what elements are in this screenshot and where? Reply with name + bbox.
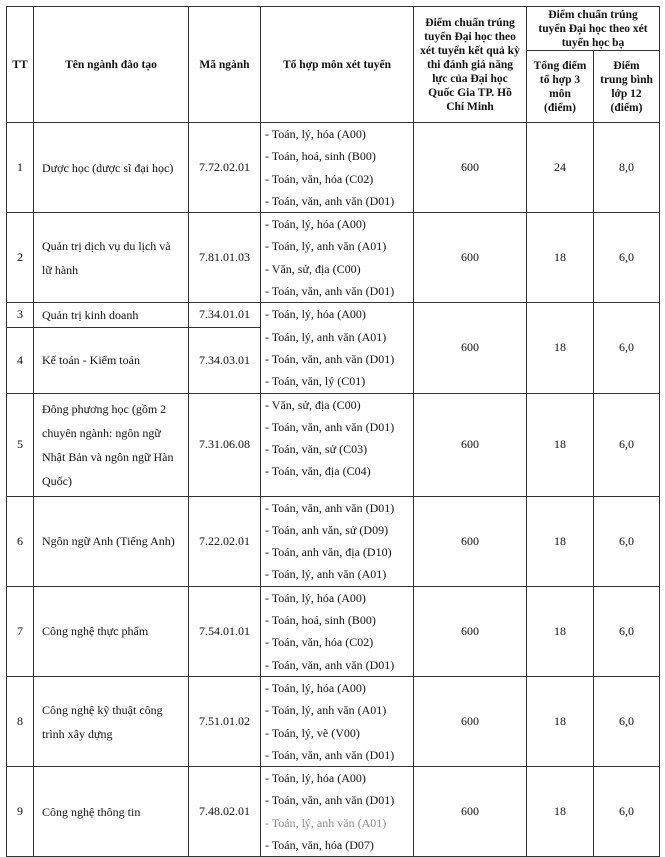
program-name: Công nghệ thực phẩm xyxy=(34,586,189,676)
dgnl-score: 600 xyxy=(414,496,527,586)
program-name: Kế toán - Kiểm toán xyxy=(34,327,189,393)
combo-item: - Toán, văn, anh văn (D01) xyxy=(265,419,395,434)
row-number: 4 xyxy=(7,327,34,393)
header-dgnl: Điểm chuẩn trúng tuyển Đại học theo xét tuyển kết quả kỳ thi đánh giá năng lực của Đại học Quốc Gia TP. Hồ Chí Minh xyxy=(414,7,527,123)
header-tong-diem: Tổng điểm tổ hợp 3 môn (điểm) xyxy=(527,51,594,123)
combo-item: - Toán, văn, anh văn (D01) xyxy=(265,351,395,366)
combo-item: - Toán, văn, hóa (D07) xyxy=(265,838,374,853)
combo-item: - Toán, anh văn, địa (D10) xyxy=(265,545,392,560)
combo-list xyxy=(261,676,414,766)
total-score: 18 xyxy=(527,676,594,766)
total-score: 18 xyxy=(527,767,594,857)
average-score: 6,0 xyxy=(594,213,660,303)
combo-item: - Toán, văn, hóa (C02) xyxy=(265,171,374,186)
total-score: 18 xyxy=(527,496,594,586)
combo-list xyxy=(261,767,414,857)
program-code: 7.51.01.02 xyxy=(189,676,261,766)
row-number: 6 xyxy=(7,496,34,586)
combo-item: - Toán, hoá, sinh (B00) xyxy=(265,149,376,164)
program-code: 7.34.01.01 xyxy=(189,303,261,327)
combo-item: - Toán, văn, lý (C01) xyxy=(265,374,366,389)
combo-item: - Toán, lý, anh văn (A01) xyxy=(265,567,387,582)
average-score: 6,0 xyxy=(594,303,660,393)
combo-item: - Toán, lý, hóa (A00) xyxy=(265,680,366,695)
row-number: 2 xyxy=(7,213,34,303)
combo-list xyxy=(261,586,414,676)
combo-item: - Toán, văn, anh văn (D01) xyxy=(265,193,395,208)
combo-item: - Toán, văn, địa (C04) xyxy=(265,464,371,479)
table-row xyxy=(7,303,660,327)
combo-item: - Văn, sử, địa (C00) xyxy=(265,397,361,412)
combo-item: - Toán, lý, anh văn (A01) xyxy=(265,329,387,344)
combo-list xyxy=(261,213,414,303)
average-score: 6,0 xyxy=(594,393,660,496)
combo-item: - Toán, lý, hóa (A00) xyxy=(265,771,366,786)
combo-item: - Toán, lý, anh văn (A01) xyxy=(265,815,387,830)
header-hoc-ba: Điểm chuẩn trúng tuyển Đại học theo xét tuyển học bạ xyxy=(527,7,660,51)
combo-item: - Toán, lý, hóa (A00) xyxy=(265,217,366,232)
total-score: 18 xyxy=(527,393,594,496)
total-score: 24 xyxy=(527,123,594,213)
program-code: 7.72.02.01 xyxy=(189,123,261,213)
program-code: 7.34.03.01 xyxy=(189,327,261,393)
dgnl-score: 600 xyxy=(414,393,527,496)
header-to-hop: Tổ hợp môn xét tuyển xyxy=(261,7,414,123)
combo-item: - Toán, anh văn, sử (D09) xyxy=(265,522,389,537)
combo-item: - Toán, lý, hóa (A00) xyxy=(265,127,366,141)
program-name: Dược học (dược sĩ đại học) xyxy=(34,123,189,213)
combo-item: - Toán, văn, anh văn (D01) xyxy=(265,284,395,299)
admission-score-table xyxy=(6,6,660,857)
combo-item: - Toán, lý, anh văn (A01) xyxy=(265,239,387,254)
table-row xyxy=(7,393,660,496)
table-row xyxy=(7,496,660,586)
program-name: Ngôn ngữ Anh (Tiếng Anh) xyxy=(34,496,189,586)
combo-item: - Toán, lý, anh văn (A01) xyxy=(265,703,387,718)
combo-list xyxy=(261,303,414,393)
combo-item: - Văn, sử, địa (C00) xyxy=(265,261,361,276)
program-name: Đông phương học (gồm 2 chuyên ngành: ngôn ngữ Nhật Bản và ngôn ngữ Hàn Quốc) xyxy=(34,393,189,496)
program-name: Quản trị dịch vụ du lịch và lữ hành xyxy=(34,213,189,303)
row-number: 9 xyxy=(7,767,34,857)
table-row xyxy=(7,767,660,857)
header-tt: TT xyxy=(7,7,34,123)
total-score: 18 xyxy=(527,586,594,676)
combo-list xyxy=(261,496,414,586)
program-code: 7.81.01.03 xyxy=(189,213,261,303)
table-row xyxy=(7,676,660,766)
combo-item: - Toán, văn, anh văn (D01) xyxy=(265,500,395,515)
row-number: 3 xyxy=(7,303,34,327)
table-row xyxy=(7,586,660,676)
average-score: 6,0 xyxy=(594,496,660,586)
combo-item: - Toán, văn, anh văn (D01) xyxy=(265,657,395,672)
dgnl-score: 600 xyxy=(414,676,527,766)
combo-item: - Toán, văn, hóa (C02) xyxy=(265,635,374,650)
row-number: 5 xyxy=(7,393,34,496)
average-score: 6,0 xyxy=(594,586,660,676)
program-code: 7.31.06.08 xyxy=(189,393,261,496)
combo-item: - Toán, hoá, sinh (B00) xyxy=(265,613,376,628)
total-score: 18 xyxy=(527,213,594,303)
program-name: Công nghệ kỹ thuật công trình xây dựng xyxy=(34,676,189,766)
program-code: 7.54.01.01 xyxy=(189,586,261,676)
combo-list xyxy=(261,393,414,496)
combo-item: - Toán, lý, hóa (A00) xyxy=(265,590,366,605)
combo-list xyxy=(261,123,414,213)
program-name: Công nghệ thông tin xyxy=(34,767,189,857)
table-row xyxy=(7,213,660,303)
row-number: 7 xyxy=(7,586,34,676)
combo-item: - Toán, văn, anh văn (D01) xyxy=(265,793,395,808)
row-number: 1 xyxy=(7,123,34,213)
average-score: 6,0 xyxy=(594,676,660,766)
dgnl-score: 600 xyxy=(414,586,527,676)
program-code: 7.22.02.01 xyxy=(189,496,261,586)
combo-item: - Toán, lý, hóa (A00) xyxy=(265,307,366,322)
table-row xyxy=(7,123,660,213)
dgnl-score: 600 xyxy=(414,213,527,303)
dgnl-score: 600 xyxy=(414,123,527,213)
header-diem-tb: Điểm trung bình lớp 12 (điểm) xyxy=(594,51,660,123)
header-ma-nganh: Mã ngành xyxy=(189,7,261,123)
header-ten-nganh: Tên ngành đào tạo xyxy=(34,7,189,123)
dgnl-score: 600 xyxy=(414,303,527,393)
row-number: 8 xyxy=(7,676,34,766)
combo-item: - Toán, văn, sử (C03) xyxy=(265,442,368,457)
dgnl-score: 600 xyxy=(414,767,527,857)
total-score: 18 xyxy=(527,303,594,393)
average-score: 6,0 xyxy=(594,767,660,857)
average-score: 8,0 xyxy=(594,123,660,213)
combo-item: - Toán, văn, anh văn (D01) xyxy=(265,747,395,762)
program-name: Quản trị kinh doanh xyxy=(34,303,189,327)
program-code: 7.48.02.01 xyxy=(189,767,261,857)
combo-item: - Toán, lý, vẽ (V00) xyxy=(265,725,360,740)
